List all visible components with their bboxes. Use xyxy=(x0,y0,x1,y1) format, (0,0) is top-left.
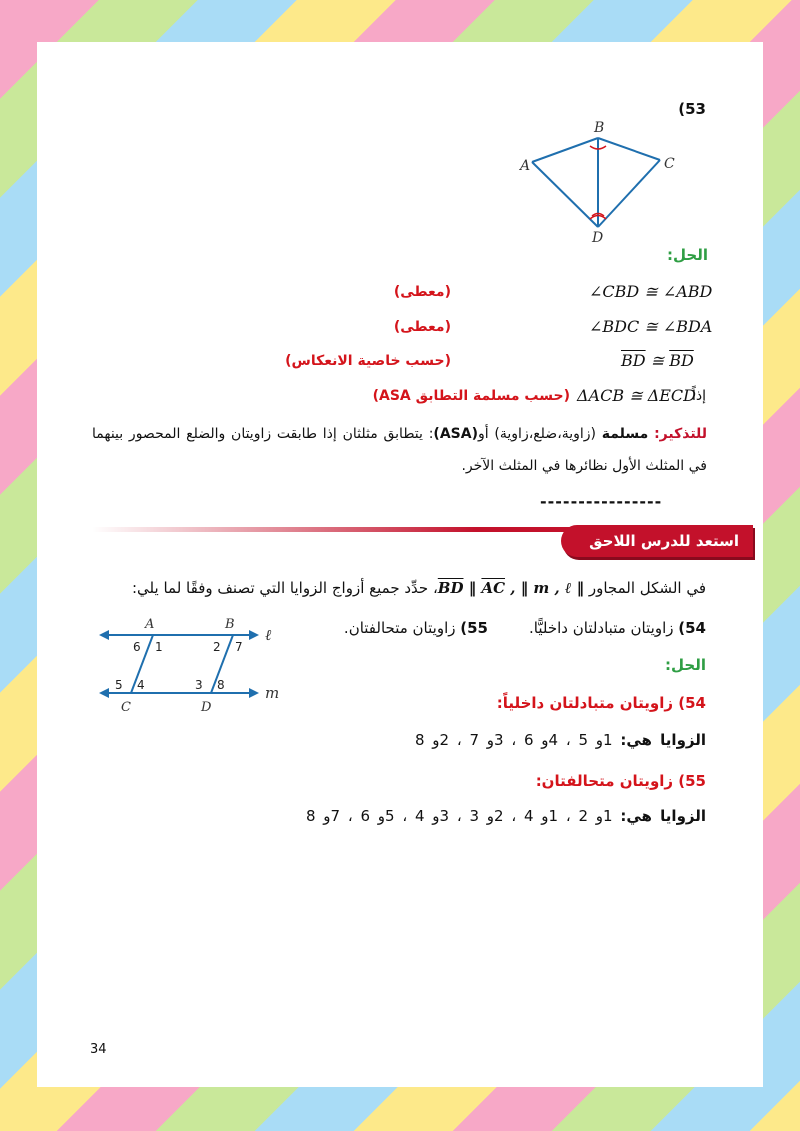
reminder-paragraph xyxy=(92,418,707,482)
reminder-asa: (ASA) xyxy=(433,426,478,442)
solution-label-53: الحل: xyxy=(667,246,708,264)
parallel-lines-figure xyxy=(95,615,285,715)
answer-54-values: 1و 5 ، 4و 6 ، 3و 7 ، 2و 8 xyxy=(414,731,613,749)
point-d-label: D xyxy=(592,230,604,246)
step1-reason: (معطى) xyxy=(393,284,451,300)
line-l-label: ℓ xyxy=(265,626,272,644)
reminder-term: مسلمة xyxy=(601,426,649,442)
reminder-text: : يتطابق مثلثان إذا طابقت زاويتان والضلع المحصور بينهما في المثلث الأول نظائرها في المثلث الآخر. xyxy=(92,426,707,474)
solution-label-54-55: الحل: xyxy=(665,656,706,674)
reminder-label: للتذكير: xyxy=(654,426,708,442)
congruent-sign: ≅ xyxy=(650,351,665,370)
segment-ac-q: $\overline{AC}$ xyxy=(481,579,506,597)
angle-5: 5 xyxy=(115,678,123,692)
answer-54-line xyxy=(415,731,706,749)
page xyxy=(37,42,763,1087)
separator-line: ---------------- xyxy=(540,492,663,511)
answer-55-line xyxy=(306,807,706,825)
segment-bd-q: $\overline{BD}$ xyxy=(437,579,464,597)
step2-statement: ∠BDC ≅ ∠BDA xyxy=(589,317,713,336)
point-b-fig: B xyxy=(225,617,235,632)
kite-figure xyxy=(512,112,692,247)
answer-54-label: الزوايا هي: xyxy=(620,731,706,749)
point-b-label: B xyxy=(594,120,605,136)
line-m-label: m xyxy=(265,684,280,702)
step4-prefix: إذاً xyxy=(691,388,706,404)
item-54-number: 54) xyxy=(678,619,706,637)
answer-55-values: 1و 2 ، 1و 4 ، 2و 3 ، 3و 4 ، 5و 6 ، 7و 8 xyxy=(305,807,613,825)
segment-bd: $\overline{BD}$ xyxy=(621,351,646,370)
answer-54-title: 54) زاويتان متبادلتان داخلياً: xyxy=(496,694,706,712)
step4-reason: (حسب مسلمة التطابق ASA) xyxy=(372,388,570,404)
step3-reason: (حسب خاصية الانعكاس) xyxy=(285,353,451,369)
item-54-text: زاويتان متبادلتان داخليًّا. xyxy=(529,619,674,637)
point-a-fig: A xyxy=(145,617,155,632)
question-intro: في الشكل المجاور xyxy=(588,579,706,597)
step2-reason: (معطى) xyxy=(393,319,451,335)
angle-8: 8 xyxy=(217,678,225,692)
item-55 xyxy=(344,619,488,637)
lines-relation: ‖ m , ℓ ‖ xyxy=(520,579,585,597)
item-55-number: 55) xyxy=(460,619,488,637)
angle-2: 2 xyxy=(213,640,221,654)
step3-statement xyxy=(621,351,694,370)
item-54 xyxy=(529,619,706,637)
reminder-paren: (زاوية،ضلع،زاوية) أو xyxy=(478,426,596,442)
question-statement xyxy=(132,579,706,598)
answer-55-label: الزوايا هي: xyxy=(620,807,706,825)
angle-1: 1 xyxy=(155,640,163,654)
page-number: 34 xyxy=(90,1042,107,1057)
section-banner xyxy=(92,525,763,561)
point-a-label: A xyxy=(520,158,531,174)
angle-3: 3 xyxy=(195,678,203,692)
question-relation: $\overline{BD}$ ‖ $\overline{AC}$ , ‖ m , ℓ ‖ xyxy=(437,579,585,597)
angle-6: 6 xyxy=(133,640,141,654)
point-c-fig: C xyxy=(121,700,131,715)
segment-bd-2: $\overline{BD}$ xyxy=(669,351,694,370)
item-55-text: زاويتان متحالفتان. xyxy=(343,619,456,637)
step1-statement: ∠CBD ≅ ∠ABD xyxy=(589,282,713,301)
point-d-fig: D xyxy=(201,700,212,715)
point-c-label: C xyxy=(664,156,675,172)
angle-4: 4 xyxy=(137,678,145,692)
section-title: استعد للدرس اللاحق xyxy=(561,525,753,557)
angle-7: 7 xyxy=(235,640,243,654)
answer-55-title: 55) زاويتان متحالفتان: xyxy=(535,772,706,790)
problem-number: (53 xyxy=(678,100,706,118)
question-ask: ، حدِّد جميع أزواج الزوايا التي تصنف وفقًا لما يلي: xyxy=(132,579,438,597)
step4-statement: ΔACB ≅ ΔECD xyxy=(577,386,696,405)
